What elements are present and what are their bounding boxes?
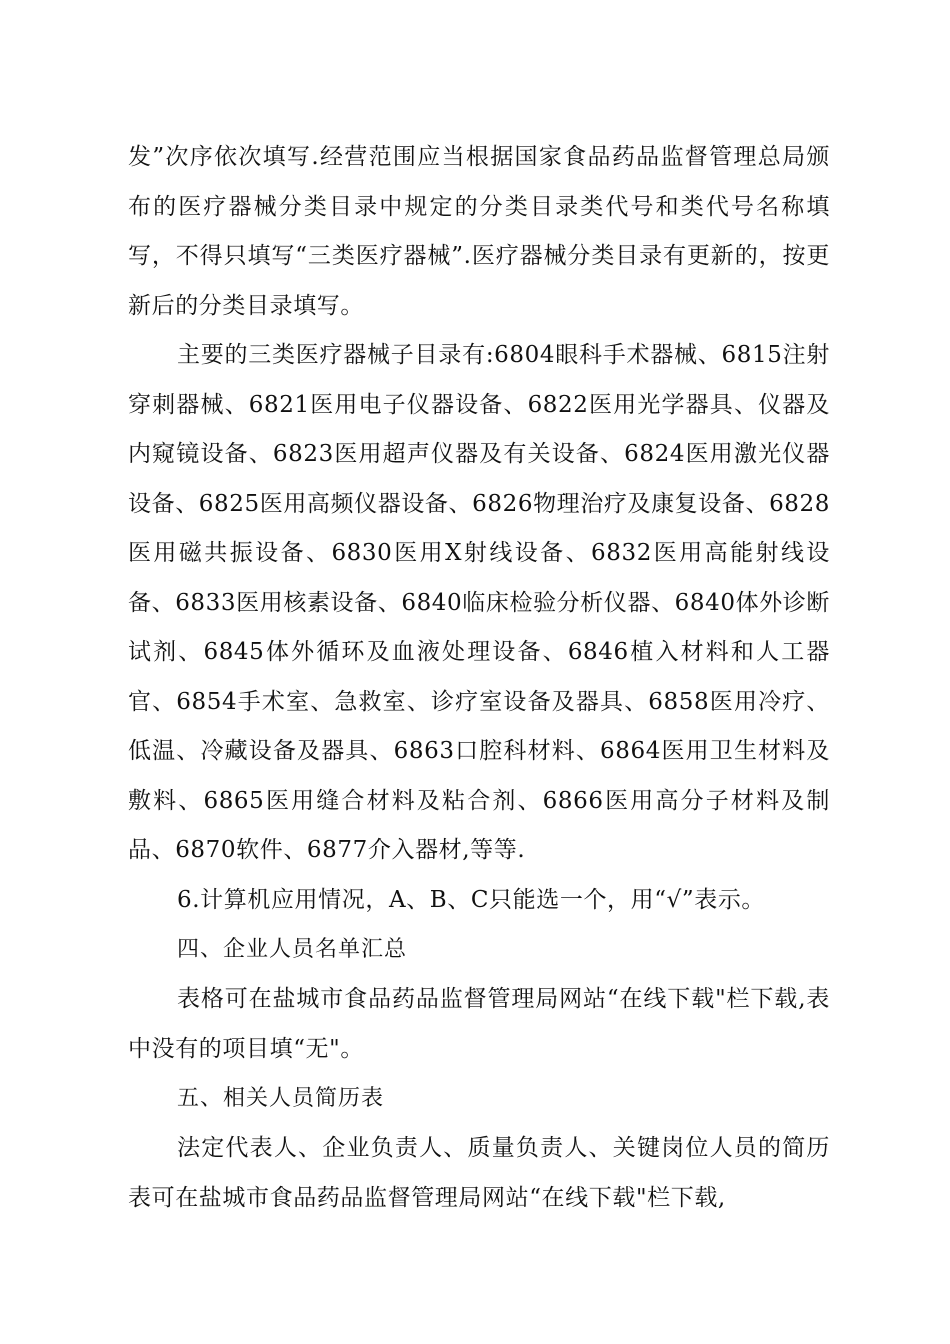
paragraph-business-scope: 发”次序依次填写.经营范围应当根据国家食品药品监督管理总局颁布的医疗器械分类目录中规定的分类目录类代号和类代号名称填写，不得只填写“三类医疗器械”.医疗器械分类目录有更新的，按更新后的分类目录填写。 — [128, 144, 830, 319]
paragraph-staff-list: 表格可在盐城市食品药品监督管理局网站“在线下载"栏下载,表中没有的项目填“无"。 — [128, 986, 830, 1062]
section-heading-resume: 五、相关人员简历表 — [177, 1086, 385, 1111]
paragraph-computer-usage: 6.计算机应用情况，A、B、C只能选一个，用“√”表示。 — [177, 886, 766, 913]
document-body — [128, 133, 830, 1223]
paragraph-device-catalog: 主要的三类医疗器械子目录有:6804眼科手术器械、6815注射穿刺器械、6821医用电子仪器设备、6822医用光学器具、仪器及内窥镜设备、6823医用超声仪器及有关设备、6824医用激光仪器设备、6825医用高频仪器设备、6826物理治疗及康复设备、6828医用磁共振设备、6830医用X射线设备、6832医用高能射线设备、6833医用核素设备、6840临床检验分析仪器、6840体外诊断试剂、6845体外循环及血液处理设备、6846植入材料和人工器官、6854手术室、急救室、诊疗室设备及器具、6858医用冷疗、低温、冷藏设备及器具、6863口腔科材料、6864医用卫生材料及敷料、6865医用缝合材料及粘合剂、6866医用高分子材料及制品、6870软件、6877介入器材,等等. — [128, 342, 830, 863]
paragraph-resume: 法定代表人、企业负责人、质量负责人、关键岗位人员的简历表可在盐城市食品药品监督管理局网站“在线下载"栏下载, — [128, 1135, 830, 1211]
section-heading-staff-list: 四、企业人员名单汇总 — [177, 937, 408, 962]
